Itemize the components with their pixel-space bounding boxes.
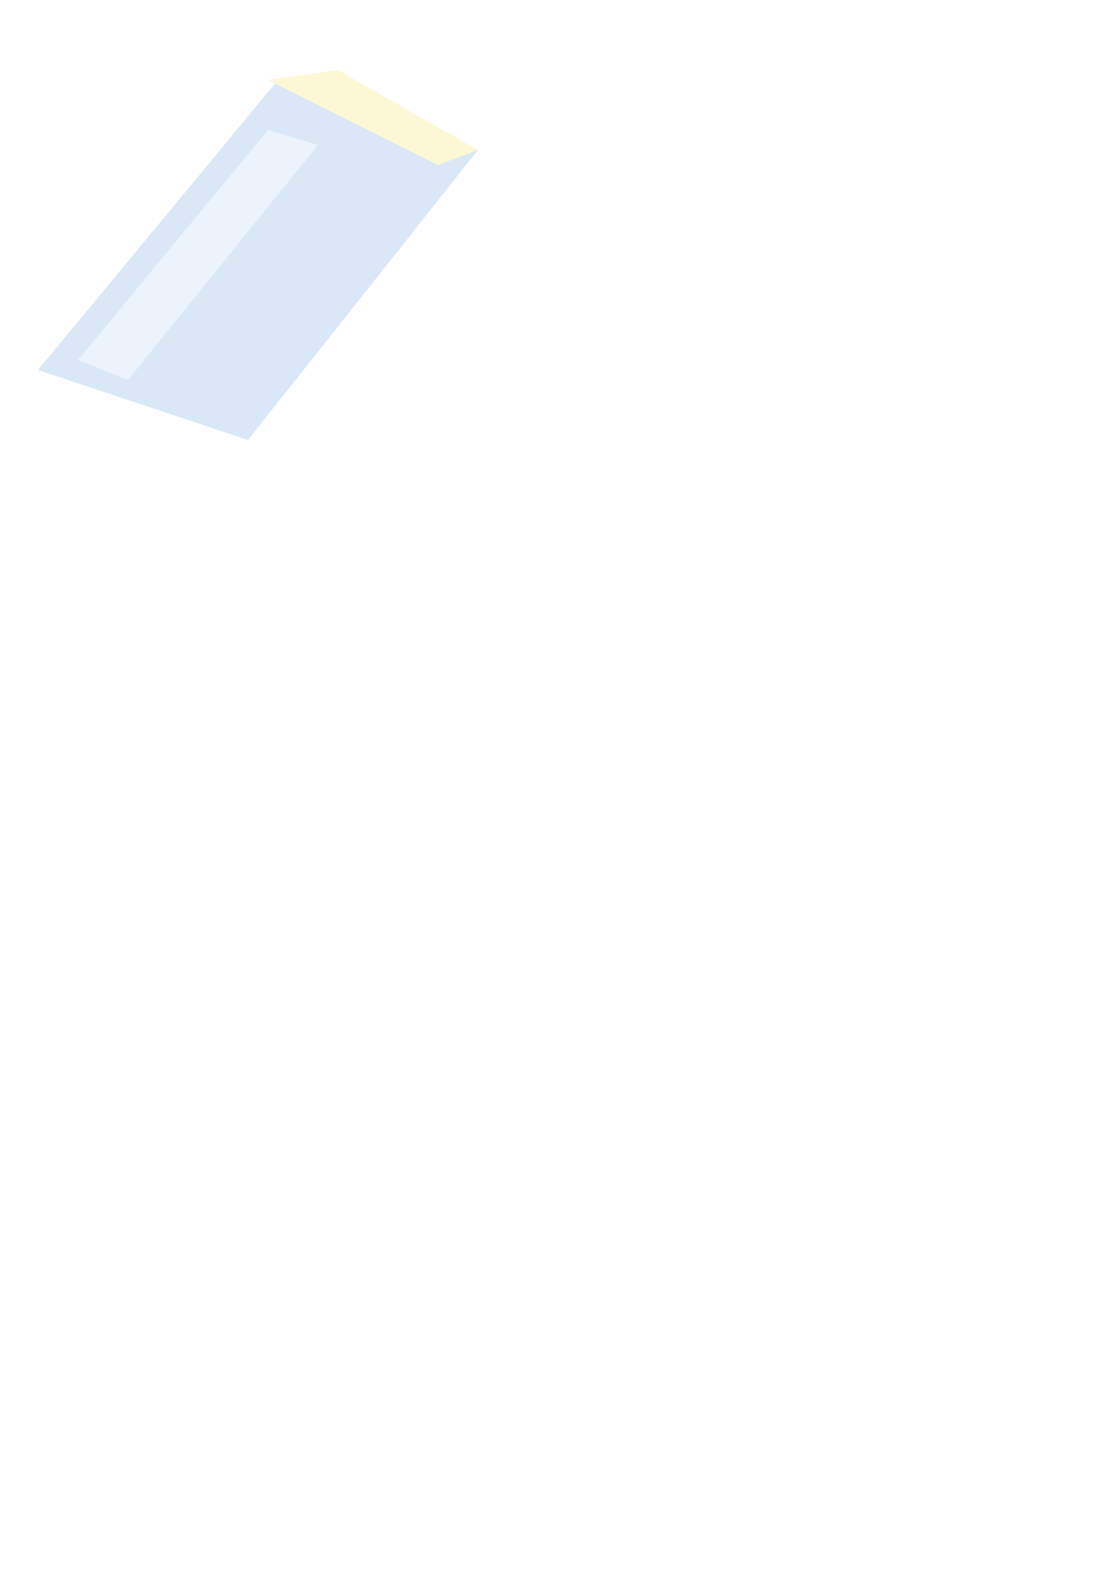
watermark-logo xyxy=(18,40,488,460)
document-page xyxy=(108,108,1020,160)
